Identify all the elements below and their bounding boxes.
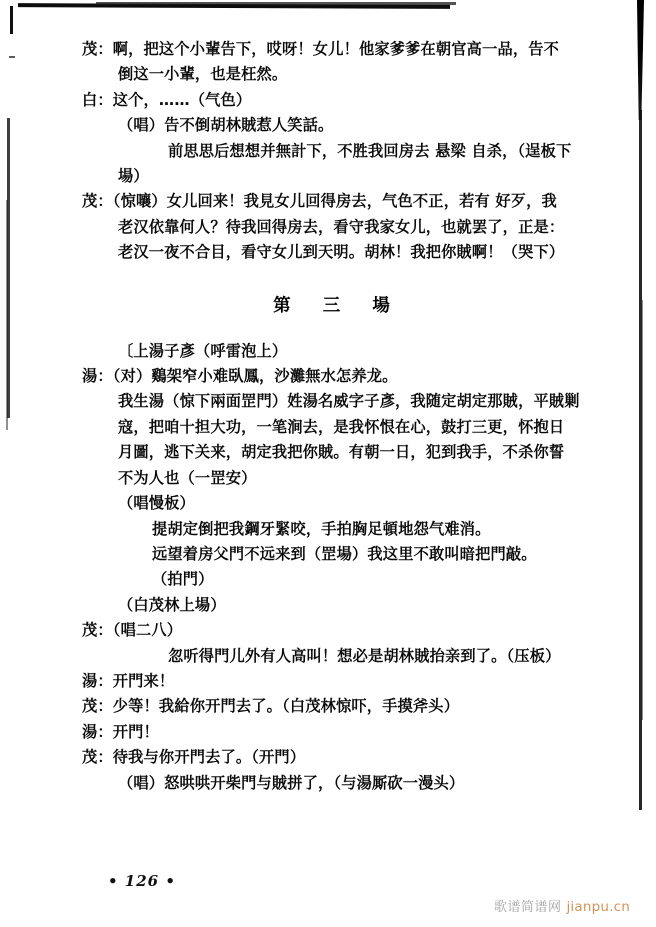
script-line: 远望着房父門不远来到（罡場）我这里不敢叫暗把門敲。 bbox=[152, 544, 537, 563]
dialogue-block-scene-three bbox=[0, 339, 656, 796]
script-line: 茂：（唱二八） bbox=[82, 621, 183, 640]
script-line: 湯：开門！ bbox=[82, 722, 159, 741]
script-line: 湯：开門来！ bbox=[82, 671, 175, 690]
script-line: 老汉依靠何人？待我回得房去，看守我家女儿，也就罢了，正是： bbox=[118, 217, 565, 236]
script-line: 忽听得門儿外有人高叫！想必是胡林賊抬亲到了。（压板） bbox=[168, 646, 561, 665]
script-line: （唱慢板） bbox=[118, 494, 195, 513]
script-line: 寇，把咱十担大功，一笔涧去，是我怀恨在心，鼓打三更，怀抱日 bbox=[118, 417, 565, 436]
script-line: 不为人也（一罡安） bbox=[118, 468, 257, 487]
watermark-url-text: jianpu.cn bbox=[566, 899, 630, 915]
script-line: 茂：啊，把这个小輩告下，哎呀！女儿！他家爹爹在朝官高一品，告不 bbox=[82, 40, 560, 58]
script-line: 提胡定倒把我鋼牙緊咬，手拍胸足頓地怨气难消。 bbox=[152, 519, 491, 538]
script-line: （唱）怒哄哄开柴門与賊拼了，（与湯厮砍一漫头） bbox=[118, 773, 465, 792]
script-line: 倒这一小輩，也是枉然。 bbox=[118, 65, 288, 84]
script-line: 茂：少等！我給你开門去了。（白茂林惊吓，手摸斧头） bbox=[82, 697, 460, 716]
script-line: 月圖，逃下关来，胡定我把你賊。有朝一日，犯到我手，不杀你誓 bbox=[118, 443, 565, 462]
script-line: 茂：待我与你开門去了。（开門） bbox=[82, 748, 306, 767]
script-line: 茂：（惊嚷）女儿回来！我見女儿回得房去，气色不正，若有 好歹，我 bbox=[82, 192, 557, 211]
script-line: 白：这个，……（气色） bbox=[82, 90, 252, 109]
script-line: （唱）告不倒胡林賊惹人笑話。 bbox=[118, 116, 334, 135]
site-watermark bbox=[494, 896, 630, 915]
script-line: 我生湯（惊下兩面罡門）姓湯名威字子彥，我随定胡定那賊，平賊剿 bbox=[118, 392, 580, 411]
script-line: 〔上湯子彥（呼雷泡上） bbox=[118, 341, 288, 360]
script-line: （白茂林上場） bbox=[118, 595, 226, 614]
script-line: 老汉一夜不合目，看守女儿到天明。胡林！我把你賊啊！（哭下） bbox=[118, 243, 565, 262]
page-number: • 126 • bbox=[108, 872, 176, 890]
script-line: 場） bbox=[118, 167, 149, 186]
script-line: 前思思后想想并無計下，不胜我回房去 悬梁 自杀，（逞板下 bbox=[168, 141, 572, 160]
scene-heading: 第 三 場 bbox=[273, 295, 403, 316]
script-line: （拍門） bbox=[152, 570, 214, 589]
dialogue-block-scene-two-end bbox=[0, 37, 656, 266]
script-line: 湯：（对）鷄架窄小难臥鳳，沙灘無水怎养龙。 bbox=[82, 367, 398, 386]
watermark-cn-text: 歌谱简谱网 bbox=[493, 900, 562, 915]
